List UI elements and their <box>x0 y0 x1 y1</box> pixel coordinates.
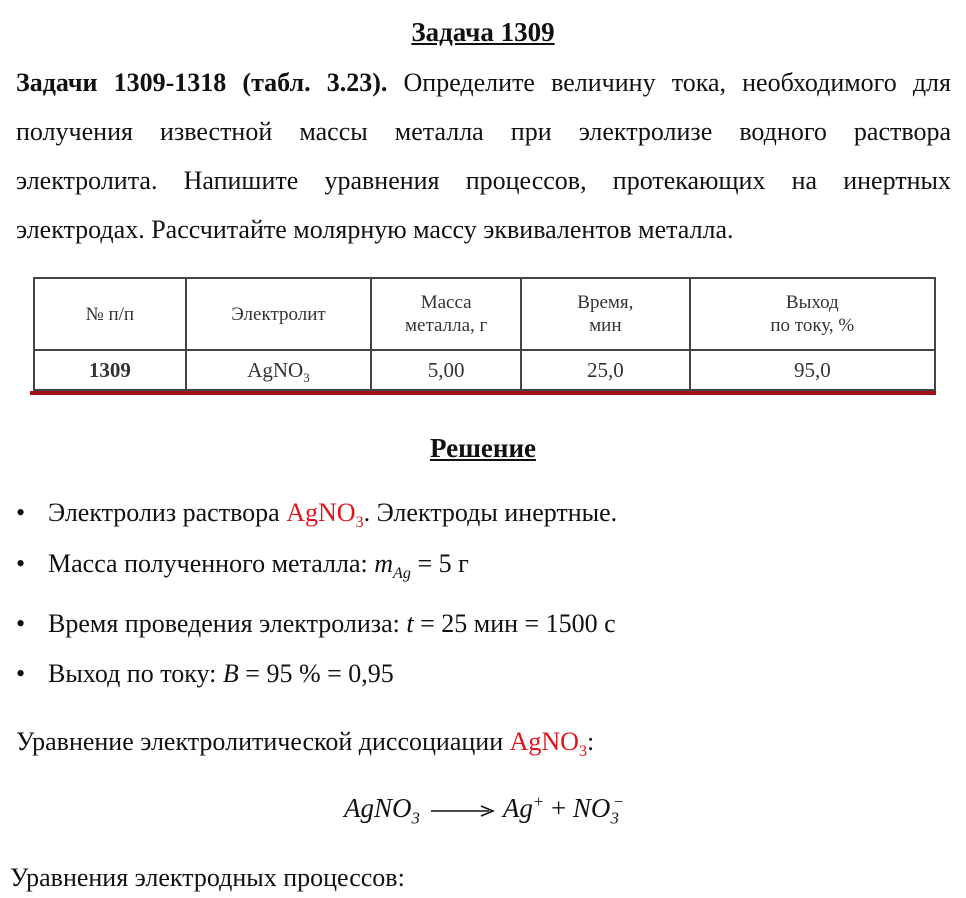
eq-ion2-sub: 3 <box>610 808 619 828</box>
electrode-processes-heading: Уравнения электродных процессов: <box>10 863 405 892</box>
bullet4-text: Выход по току: <box>48 659 223 688</box>
cell-electrolyte-base: AgNO <box>247 357 304 382</box>
bullet-dot-icon: • <box>16 498 26 527</box>
bullet1-formula-base: AgNO <box>286 498 356 527</box>
bullet2-value: = 5 г <box>410 549 469 578</box>
bullet3-var: t <box>406 609 414 638</box>
dissociation-heading <box>16 722 594 762</box>
bullet1-formula <box>286 498 364 532</box>
header-electrolyte: Электролит <box>186 278 372 350</box>
dissociation-colon: : <box>587 727 595 756</box>
dissociation-equation <box>344 786 624 830</box>
header-num: № п/п <box>34 278 186 350</box>
solution-title: Решение <box>430 433 536 463</box>
data-table-wrapper <box>33 277 936 392</box>
header-yield <box>690 278 935 350</box>
bullet-dot-icon: • <box>16 609 26 638</box>
table-header-row <box>34 278 935 350</box>
cell-time: 25,0 <box>521 350 690 390</box>
dissociation-formula-sub: 3 <box>578 743 588 761</box>
eq-ion1-base: Ag <box>502 793 533 823</box>
cell-electrolyte <box>186 350 372 390</box>
eq-lhs-base: AgNO <box>344 793 412 823</box>
cell-yield: 95,0 <box>690 350 935 390</box>
list-item-yield <box>12 654 394 694</box>
header-time <box>521 278 690 350</box>
cell-electrolyte-sub: 3 <box>303 369 310 385</box>
bullet2-var <box>374 549 411 583</box>
header-time-line1: Время, <box>577 292 634 313</box>
header-time-line2: мин <box>589 315 622 336</box>
eq-lhs-sub: 3 <box>411 808 420 828</box>
eq-ion2-base: NO <box>572 793 611 823</box>
cell-mass: 5,00 <box>371 350 521 390</box>
header-mass <box>371 278 521 350</box>
problem-title: Задача 1309 <box>411 17 555 47</box>
bullet2-var-sub: Ag <box>393 565 411 583</box>
data-table <box>33 277 936 391</box>
header-mass-line1: Масса <box>420 292 472 313</box>
problem-statement <box>16 58 951 254</box>
bullet2-text: Масса полученного металла: <box>48 549 375 578</box>
header-mass-line2: металла, г <box>405 315 488 336</box>
bullet4-value: = 95 % = 0,95 <box>238 659 394 688</box>
table-bottom-rule <box>30 391 936 395</box>
header-yield-line1: Выход <box>785 292 839 313</box>
list-item-mass <box>12 544 469 584</box>
dissociation-text: Уравнение электролитической диссоциации <box>16 727 510 756</box>
list-item-electrolysis <box>12 493 617 533</box>
header-yield-line2: по току, % <box>770 315 855 336</box>
list-item-time <box>12 604 616 644</box>
table-row <box>34 350 935 390</box>
statement-bold-prefix: Задачи 1309-1318 (табл. 3.23). <box>16 68 388 97</box>
bullet4-var: B <box>222 659 239 688</box>
cell-num: 1309 <box>34 350 186 390</box>
reaction-arrow-icon <box>429 804 495 818</box>
bullet2-var-symbol: m <box>374 549 394 578</box>
eq-ion2 <box>572 792 625 828</box>
dissociation-formula <box>509 727 588 761</box>
eq-lhs <box>344 793 420 828</box>
dissociation-formula-base: AgNO <box>509 727 579 756</box>
eq-ion2-charge: − <box>612 792 625 811</box>
bullet3-value: = 25 мин = 1500 с <box>413 609 616 638</box>
bullet3-text: Время проведения электролиза: <box>48 609 407 638</box>
eq-ion1 <box>503 793 544 823</box>
bullet1-tail: . Электроды инертные. <box>363 498 618 527</box>
bullet-dot-icon: • <box>16 549 26 578</box>
statement-text: Определите величину тока, необходимого для получения известной массы металла при электролизе водного раствора электролита. Напишите уравнения процессов, протекающих на инертных электродах. Рассчитайте молярную массу эквивалентов металла. <box>16 68 951 244</box>
bullet-dot-icon: • <box>16 659 26 688</box>
eq-plus: + <box>544 793 573 823</box>
eq-ion1-charge: + <box>532 792 545 811</box>
bullet1-formula-sub: 3 <box>355 514 364 532</box>
bullet1-text: Электролиз раствора <box>48 498 287 527</box>
